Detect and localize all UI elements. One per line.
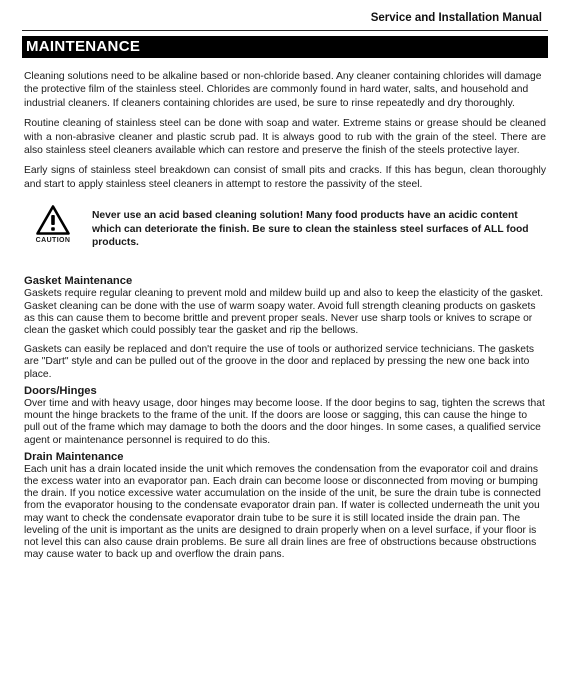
manual-title: Service and Installation Manual — [370, 12, 542, 24]
gasket-paragraph-replacement: Gaskets can easily be replaced and don't require the use of tools or authorized service technicians. The gaskets are "Dart" style and can be pulled out of the groove in the door and replaced by pressing the new one back into place. — [24, 344, 535, 380]
paragraph-cleaning-solutions: Cleaning solutions need to be alkaline based or non-chloride based. Any cleaner containing chlorides will damage the protective film of the stainless steel. Chlorides are commonly found in hard water, salts, and household and industrial cleaners. If cleaners containing chlorides are used, be sure to rinse repeatedly and dry thoroughly. — [24, 71, 542, 109]
caution-symbol — [28, 205, 78, 244]
gasket-heading: Gasket Maintenance — [24, 275, 133, 288]
drain-heading: Drain Maintenance — [24, 450, 124, 463]
doors-paragraph: Over time and with heavy usage, door hinges may become loose. If the door begins to sag, tighten the screws that mount the hinge brackets to the frame of the unit. If the doors are loose or sagging, this can cause the hinge to pull out of the frame which may damage to both the doors and the door hinges. In some cases, a qualified service agent or maintenance personnel is required to do this. — [24, 397, 545, 446]
gasket-paragraph-cleaning: Gaskets require regular cleaning to prevent mold and mildew build up and also to keep the elasticity of the gasket. Gasket cleaning can be done with the use of warm soapy water. Avoid full strength cleaning products on gaskets as this can cause them to become brittle and prevent proper seals. Never use sharp tools or knives to scrape or clean the gasket which could possibly tear the gasket and rip the bellows. — [24, 288, 544, 337]
caution-text: Never use an acid based cleaning solution! Many food products have an acidic content which can deteriorate the finish. Be sure to clean the stainless steel surfaces of ALL food products. — [92, 210, 529, 249]
paragraph-routine-cleaning: Routine cleaning of stainless steel can be done with soap and water. Extreme stains or grease should be cleaned with a non-abrasive cleaner and plastic scrub pad. It is always good to rub with the grain of the steel. There are also stainless steel cleaners available which can restore and preserve the finish of the steels protective layer. — [24, 118, 546, 157]
warning-triangle-icon — [36, 205, 70, 235]
caution-label: CAUTION — [35, 237, 71, 245]
caution-notice — [28, 205, 546, 249]
paragraph-breakdown-signs: Early signs of stainless steel breakdown can consist of small pits and cracks. If this has begun, clean thoroughly and start to apply stainless steel cleaners in attempt to restore the passivity of the steel. — [24, 165, 546, 190]
page-content — [24, 70, 546, 561]
section-title: MAINTENANCE — [22, 36, 548, 58]
doors-heading: Doors/Hinges — [24, 384, 97, 397]
header-divider — [22, 30, 548, 31]
drain-paragraph: Each unit has a drain located inside the unit which removes the condensation from the evaporator coil and drains the excess water into an evaporator pan. Each drain can become loose or disconnected from moving or bumping the drain. If you notice excessive water accumulation on the inside of the unit, be sure the drain tube is connected from the evaporator housing to the condensate evaporator drain pan. If water is collected underneath the unit you may want to check the condensate evaporator drain tube to be sure it is still located inside the drain pan. The leveling of the unit is important as the units are designed to drain properly when on a level surface, if your floor is not level this can also cause drain problems. Be sure all drain lines are free of obstructions because obstructions may cause water to back up and overflow the drain pans. — [24, 463, 541, 561]
